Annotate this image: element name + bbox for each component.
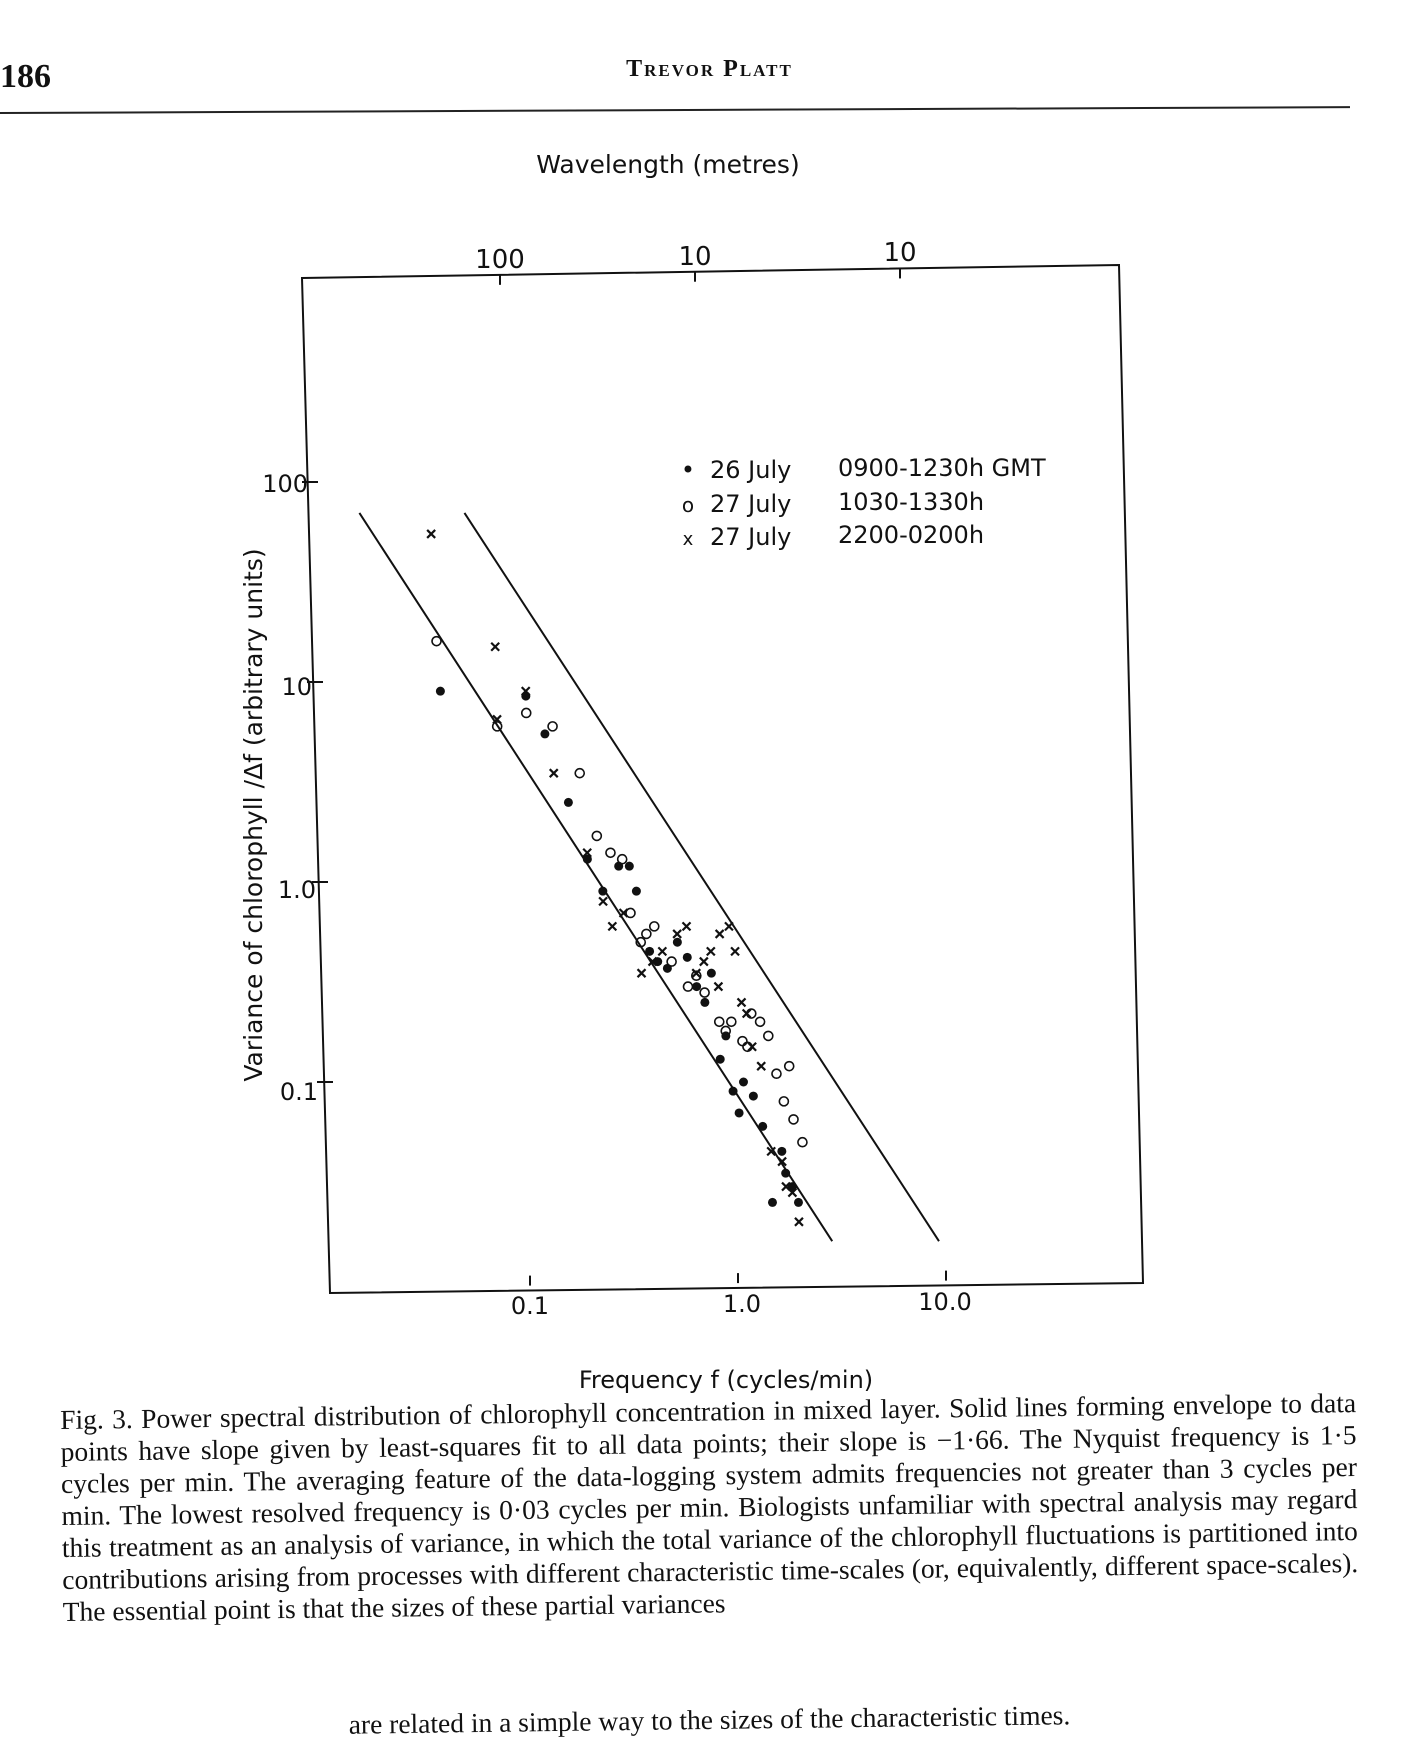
y-tick-label: 0.1 [279, 1078, 318, 1106]
y-tick-label: 10 [281, 673, 312, 701]
data-point-27-july-night [673, 930, 681, 938]
top-tick-label: 10 [883, 238, 917, 268]
data-point-27-july-day [618, 855, 627, 864]
top-axis-title: Wavelength (metres) [536, 150, 800, 179]
data-point-26-july [735, 1108, 744, 1117]
data-point-27-july-day [798, 1138, 807, 1147]
x-axis-label: Frequency f (cycles/min) [578, 1366, 874, 1394]
data-point-27-july-night [757, 1062, 765, 1070]
legend-marker-circle: o [681, 493, 695, 517]
figure-caption: Fig. 3. Power spectral distribution of chlorophyll concentration in mixed layer. Solid lines forming envelope to data points have slope given by least-squares fit to all data points; their slope is −1·66. The Nyquist frequency is 1·5 cycles per min. The averaging feature of the data-logging system admits frequencies not greater than 3 cycles per min. The lowest resolved frequency is 0·03 cycles per min. Biologists unfamiliar with spectral analysis may regard this treatment as an analysis of variance, in which the total variance of the chlorophyll fluctuations is partitioned into contributions arising from processes with different characteristic time-scales (or, equivalently, different space-scales). The essential point is that the sizes of these partial variances [60, 1387, 1359, 1627]
data-point-26-july [700, 998, 709, 1007]
data-point-27-july-night [743, 1010, 751, 1018]
data-point-27-july-night [795, 1218, 803, 1226]
envelope-line [464, 513, 939, 1241]
data-point-27-july-day [789, 1115, 798, 1124]
data-point-26-july [794, 1198, 803, 1207]
legend-date: 27 July [710, 523, 792, 551]
data-point-27-july-day [642, 929, 651, 938]
data-point-27-july-day [764, 1031, 773, 1040]
y-axis-label: Variance of chlorophyll /Δf (arbitrary units) [239, 548, 268, 1082]
data-point-27-july-night [658, 947, 666, 955]
data-point-26-july [707, 969, 716, 978]
data-point-27-july-night [725, 922, 733, 930]
data-point-27-july-day [575, 769, 584, 778]
data-point-26-july [625, 862, 634, 871]
data-point-26-july [598, 887, 607, 896]
x-tick-label: 0.1 [510, 1292, 550, 1320]
x-tick-label: 10.0 [918, 1288, 972, 1316]
data-point-26-july [739, 1078, 748, 1087]
data-point-27-july-night [700, 958, 708, 966]
data-point-27-july-day [779, 1097, 788, 1106]
top-tick-label: 100 [475, 245, 525, 275]
legend-marker-x: x [682, 529, 694, 550]
data-point-26-july [777, 1147, 786, 1156]
data-point-27-july-day [727, 1017, 736, 1026]
data-point-26-july [758, 1122, 767, 1131]
data-point-27-july-day [772, 1069, 781, 1078]
data-point-26-july [540, 729, 549, 738]
axis-ticks [302, 268, 946, 1285]
data-point-26-july [673, 938, 682, 947]
data-point-27-july-day [650, 922, 659, 931]
data-point-27-july-night [682, 922, 690, 930]
top-tick-label: 10 [678, 242, 712, 272]
running-head: Trevor Platt [626, 56, 793, 82]
data-point-27-july-day [700, 988, 709, 997]
data-point-26-july [729, 1087, 738, 1096]
data-point-27-july-day [548, 722, 557, 731]
legend-date: 27 July [710, 490, 792, 518]
data-point-27-july-day [432, 637, 441, 646]
data-point-26-july [683, 953, 692, 962]
data-point-26-july [716, 1055, 725, 1064]
legend-time: 2200-0200h [838, 521, 985, 549]
legend-date: 26 July [710, 456, 792, 484]
data-point-26-july [781, 1169, 790, 1178]
x-tick-label: 1.0 [722, 1290, 762, 1318]
data-point-27-july-day [756, 1017, 765, 1026]
data-point-26-july [768, 1198, 777, 1207]
data-point-27-july-day [522, 708, 531, 717]
data-point-26-july [436, 687, 445, 696]
y-tick-label: 100 [262, 470, 308, 498]
data-point-27-july-day [684, 982, 693, 991]
data-point-27-july-day [592, 831, 601, 840]
data-point-27-july-night [748, 1043, 756, 1051]
data-point-27-july-day [667, 957, 676, 966]
data-point-27-july-night [716, 930, 724, 938]
y-tick-label: 1.0 [277, 876, 316, 904]
legend-time: 0900-1230h GMT [838, 454, 1046, 482]
data-point-27-july-night [608, 922, 616, 930]
data-point-27-july-night [707, 947, 715, 955]
data-point-27-july-night [737, 998, 745, 1006]
legend-marker-dot: • [680, 456, 696, 484]
data-point-26-july [749, 1092, 758, 1101]
envelope-line [359, 513, 832, 1241]
data-point-27-july-night [714, 983, 722, 991]
data-point-27-july-day [738, 1037, 747, 1046]
legend [681, 454, 1046, 551]
data-point-27-july-night [731, 947, 739, 955]
envelope-lines [359, 513, 939, 1241]
data-point-27-july-day [715, 1017, 724, 1026]
data-point-26-july [645, 947, 654, 956]
data-point-27-july-night [599, 897, 607, 905]
figure-caption-last-line: are related in a simple way to the sizes of the characteristic times. [348, 1699, 1071, 1740]
data-point-27-july-night [491, 643, 499, 651]
data-point-27-july-night [638, 969, 646, 977]
data-point-26-july [632, 887, 641, 896]
data-points [427, 530, 807, 1226]
data-point-27-july-day [606, 848, 615, 857]
data-point-27-july-night [427, 530, 435, 538]
plot-frame [302, 265, 1143, 1293]
data-point-26-july [692, 982, 701, 991]
data-point-27-july-night [550, 769, 558, 777]
page-number: 186 [0, 58, 51, 95]
data-point-26-july [564, 798, 573, 807]
legend-time: 1030-1330h [838, 488, 985, 516]
data-point-27-july-day [785, 1062, 794, 1071]
